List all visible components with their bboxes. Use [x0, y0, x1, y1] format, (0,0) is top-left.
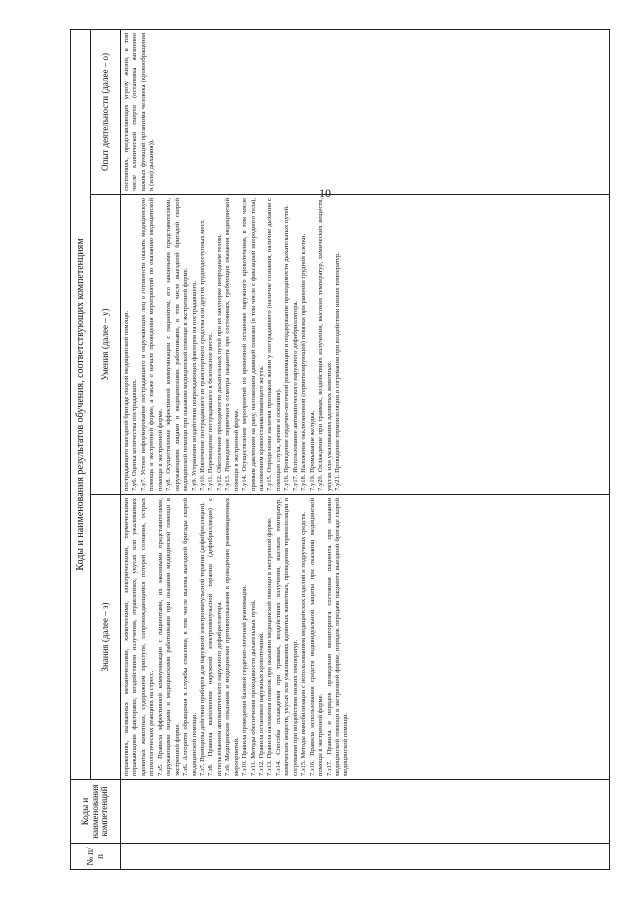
table-row — [121, 30, 610, 870]
skill-item: пострадавшего выездной бригаде скорой медицинской помощи. — [123, 310, 130, 491]
competency-table — [70, 29, 610, 870]
knowledge-item: 7.з13. Правила наложения повязок при оказании медицинской помощи в экстренной форме. — [266, 517, 274, 776]
knowledge-item: 7.з11. Методы обеспечения проходимости дыхательных путей. — [249, 599, 257, 776]
skill-item: 7.у12. Обеспечение проходимости дыхательных путей при их закупорке инородным телом. — [215, 234, 223, 491]
skill-item: 7.у15. Определение наличия признаков жизни у пострадавшего (наличие сознания, наличие дыхания с помощью слуха, зрения и осязания). — [266, 198, 282, 491]
knowledge-item: 7.з6. Алгоритм обращения в службы спасения, в том числе вызова выездной бригады скорой медицинской помощи. — [182, 498, 198, 776]
knowledge-item: 7.з7. Принципы действия приборов для наружной электроимпульсной терапии (дефибрилляции). — [198, 502, 206, 776]
knowledge-item: 7.з9. Медицинские показания и медицинские противопоказания к проведению реанимационных мероприятий. — [224, 498, 240, 776]
skill-item: 7.у11. Перемещение пострадавшего в безопасное место. — [207, 332, 215, 491]
knowledge-item: 7.з17. Правила и порядок проведения мониторинга состояния пациента при оказании медицинской помощи в экстренной форме, порядок передачи пациента выездной бригаде скорой медицинской помощи. — [325, 498, 350, 776]
skill-item: 7.у21. Проведение термоизоляции и согревания при воздействии низких температур. — [333, 252, 341, 491]
skill-item: 7.у7. Устное информирование пострадавшего и окружающих лиц о готовности оказать медицинскую помощь в экстренной форме, а также о начале проведения мероприятий по оказанию медицинской помощи в экстренной форме. — [139, 198, 164, 491]
knowledge-item: 7.з16. Правила использования средств индивидуальной защиты при оказании медицинской помощи в экстренной форме. — [308, 498, 325, 776]
skill-item: 7.у8. Осуществление эффективной коммуникации с пациентом, его законными представителями, окружающими лицами и медицинскими работниками, в том числе выездной бригадой скорой медицинской помощи при оказании медицинской помощи в экстренной форме. — [165, 198, 190, 491]
knowledge-item: 7.з12. Правила остановки наружных кровотечений. — [258, 631, 265, 776]
knowledge-item: 7.з10. Правила проведения базовой сердечно-легочной реанимации. — [241, 584, 249, 776]
skill-item: 7.у6. Оценка количества пострадавших. — [131, 378, 139, 491]
header-num: № п/п — [71, 844, 121, 870]
knowledge-item: 7.з8. Правила выполнения наружной электроимпульсной терапии (дефибрилляции) с использованием автоматического наружного дефибриллятора. — [207, 498, 223, 776]
skill-item: 7.у14. Осуществление мероприятий по временной остановке наружного кровотечения, в том числе прямым давлением на рану, наложением давящей повязки (в том числе с фиксацией инородного тела), наложением кровоостанавливающего жгута. — [241, 198, 265, 491]
skill-item: 7.у18. Наложение окклюзионной (герметизирующей) повязки при ранении грудной клетки. — [300, 233, 308, 491]
competency-table-wrapper — [70, 30, 610, 870]
knowledge-item: поражениях, вызванных механическими, химическими, электрическими, термическими поражающими факторами, воздействием излучения, отравлениях, укусах или ужаливаниях ядовитых животных, судорожном приступе, сопровождающимся потерей сознания, острых психологических реакциях на стресс. — [123, 498, 156, 776]
header-row-2 — [91, 30, 121, 870]
skill-item: 7.у16. Проведение сердечно-легочной реанимации и поддержание проходимости дыхательных путей. — [283, 205, 291, 491]
header-codes: Коды и наименования компетенций — [71, 780, 121, 844]
cell-experience — [121, 30, 610, 195]
skill-item: 7.у10. Извлечение пострадавшего из транспортного средства или других труднодоступных мест. — [198, 219, 206, 491]
cell-knowledge — [121, 495, 610, 780]
rotated-page-area — [70, 30, 610, 870]
skill-item: 7.у20. Охлаждение при травмах, воздействиях излучения, высоких температур, химических веществ, укусах или ужаливаниях ядовитых животных. — [317, 198, 333, 491]
cell-skills — [121, 195, 610, 495]
skill-item: 7.у19. Промывание желудка. — [308, 410, 316, 491]
header-skills: Умения (далее – у) — [91, 195, 121, 495]
skill-item: 7.у9. Устранение воздействия повреждающих факторов на пострадавшего. — [190, 280, 198, 491]
knowledge-item: 7.з15. Методы иммобилизации с использованием медицинских изделий и подручных средств. — [300, 511, 308, 776]
header-experience: Опыт деятельности (далее – о) — [91, 30, 121, 195]
cell-num — [121, 844, 610, 870]
knowledge-item: 7.з5. Правила эффективной коммуникации с пациентами, их законными представителями, окружающими лицами и медицинскими работниками при оказании медицинской помощи в экстренной форме. — [156, 498, 181, 776]
header-results: Коды и наименования результатов обучения, соответствующих компетенциям — [71, 30, 91, 780]
experience-item: состояниях, представляющих угрозу жизни, в том числе клинической смерти (остановка жизненно важных функций организма человека (кровообращения и (или) дыхания)). — [123, 33, 156, 191]
cell-codes — [121, 780, 610, 844]
header-row-1 — [71, 30, 91, 870]
knowledge-item: 7.з14. Способы охлаждения при травмах, воздействиях излучения, высоких температур, химических веществ, укусах или ужаливаниях ядовитых животных, проведения термоизоляции и согревания при воздействии низких температур. — [274, 498, 299, 776]
skill-item: 7.у17. Использование автоматического наружного дефибриллятора. — [291, 300, 299, 491]
page-number: 10 — [319, 186, 331, 200]
skill-item: 7.у13. Проведение первичного осмотра пациента при состояниях, требующих оказания медицинской помощи в экстренной форме. — [224, 198, 240, 491]
header-knowledge: Знания (далее – з) — [91, 495, 121, 780]
